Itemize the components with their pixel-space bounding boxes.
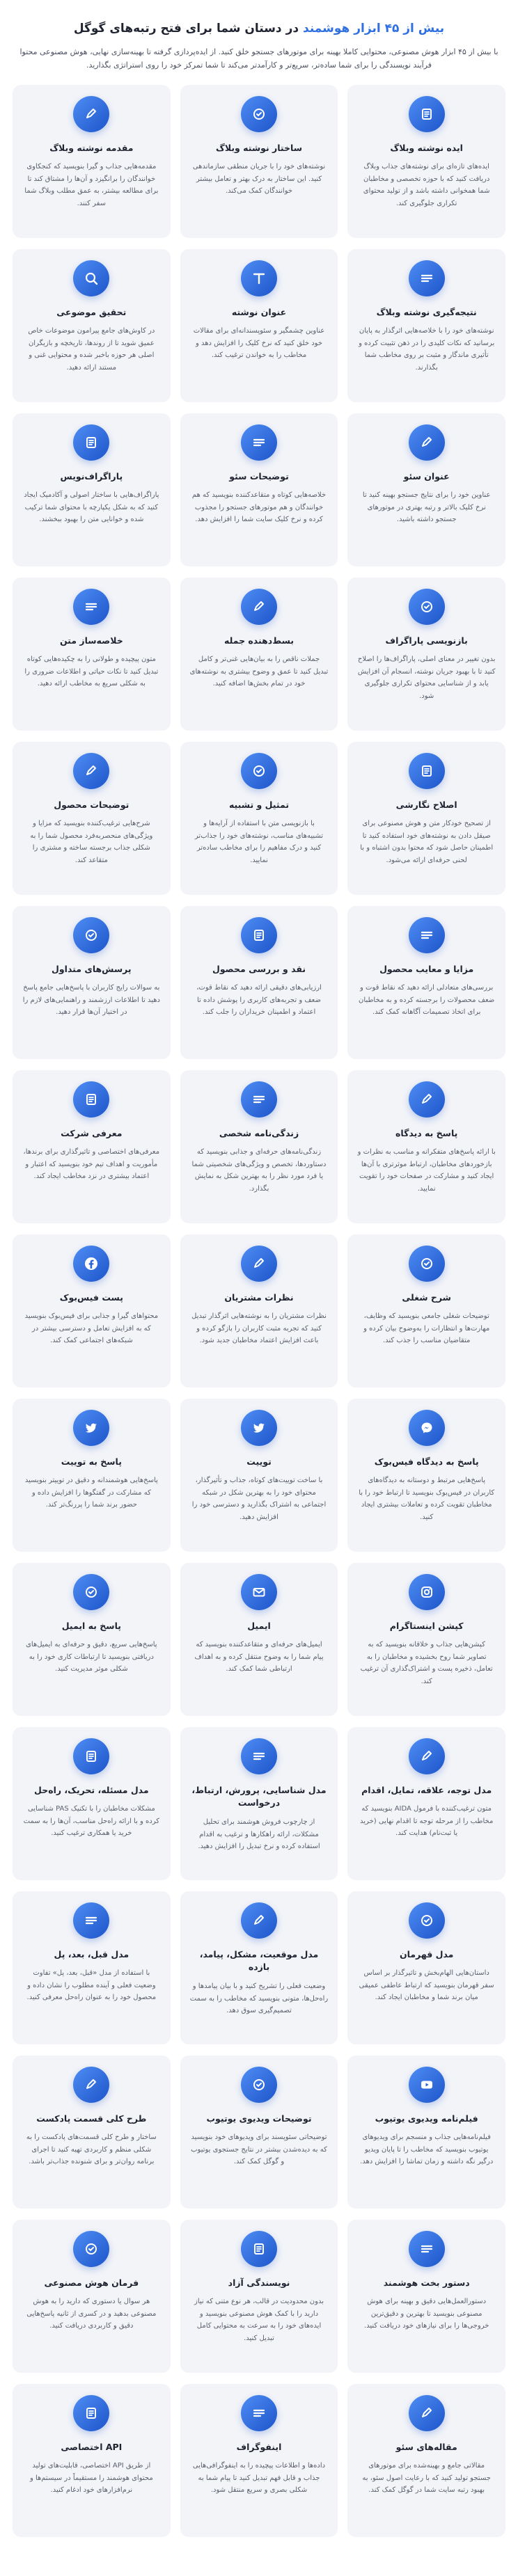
tool-card-title: کپشن اینستاگرام: [389, 1620, 464, 1631]
tool-card-title: ایده نوشته وبلاگ: [390, 142, 463, 153]
tool-card-description: ارزیابی‌های دقیقی ارائه دهید که نقاط قوت، ضعف و تجربه‌های کاربری را پوشش داده تا اعتماد و اطمینان خریداران را جلب کند.: [196, 984, 322, 1017]
search-icon: [73, 260, 109, 296]
tool-card-title: پاسخ به توییت: [61, 1456, 122, 1467]
tool-card-description: عناوین چشمگیر و سئوپسندانه‌ای برای مقالات خود خلق کنید که نرخ کلیک را افزایش دهد و مخاطب را به خواندن ترغیب کند.: [193, 327, 325, 360]
mail-envelope-icon: [241, 1574, 277, 1610]
summary-list-icon: [73, 589, 109, 625]
review-chart-icon: [241, 917, 277, 953]
header: [13, 19, 505, 72]
tool-card[interactable]: [180, 1399, 338, 1552]
before-after-icon: [73, 1902, 109, 1939]
tool-card-description: داده‌ها و اطلاعات پیچیده را به اینفوگرافی‌هایی جذاب و قابل فهم تبدیل کنید تا پیام شما به شکلی بصری و سریع منتقل شود.: [192, 2462, 326, 2495]
tool-card-description: با ساخت توییت‌های کوتاه، جذاب و تأثیرگذار، محتوای خود را به بهترین شکل در شبکه اجتماعی به اشتراک بگذارید و دسترسی خود را افزایش دهید.: [191, 1477, 327, 1521]
document-edit-icon: [241, 96, 277, 132]
tool-card[interactable]: [13, 742, 171, 895]
tool-card-description: پاراگراف‌هایی با ساختار اصولی و آکادمیک ایجاد کنید که به شکل یکپارچه با محتوای شما ترکیب شده و خوانایی متن را بهبود ببخشند.: [24, 491, 159, 524]
tool-card-title: نقد و بررسی محصول: [212, 963, 306, 974]
twitter-bird-icon: [73, 1410, 109, 1446]
tool-card-description: کپشن‌هایی جذاب و خلاقانه بنویسید که به تصاویر شما روح بخشیده و مخاطبان را به تعامل، ذخیره پست و اشتراک‌گذاری آن ترغیب کند.: [360, 1641, 493, 1685]
box-product-icon: [73, 753, 109, 789]
tool-card-title: تحقیق موضوعی: [56, 306, 127, 317]
fab-model-icon: [241, 1902, 277, 1939]
tool-card[interactable]: [347, 2384, 505, 2537]
tool-card[interactable]: [347, 1399, 505, 1552]
tool-card-title: نظرات مشتریان: [224, 1291, 294, 1303]
tools-grid: [13, 85, 505, 2537]
tool-card-description: متون ترغیب‌کننده با فرمول AIDA بنویسید که مخاطب را از مرحله توجه تا اقدام نهایی (خرید یا ثبت‌نام) هدایت کند.: [360, 1805, 494, 1838]
tool-card-description: جملات ناقص را به بیان‌هایی غنی‌تر و کامل تبدیل کنید تا عمق و وضوح بیشتری به نوشته‌های خود در تمام بخش‌ها اضافه کنید.: [189, 655, 329, 688]
target-dart-icon: [409, 1738, 445, 1774]
pas-model-icon: [241, 1738, 277, 1774]
tool-card[interactable]: [13, 1891, 171, 2044]
tool-card-description: ایده‌های تازه‌ای برای نوشته‌های جذاب وبلاگ دریافت کنید که با حوزه تخصصی و مخاطبان شما همخوانی داشته باشد و از تولید محتوای تکراری جلوگیری کند.: [363, 163, 490, 207]
tool-card-description: مقالاتی جامع و بهینه‌شده برای موتورهای جستجو تولید کنید که با رعایت اصول سئو، به بهبود رتبه سایت شما در گوگل کمک کند.: [362, 2462, 491, 2495]
sentence-expand-icon: [241, 589, 277, 625]
tool-card-title: نتیجه‌گیری نوشته وبلاگ: [376, 306, 477, 317]
tool-card-title: مدل مسئله، تحریک، راه‌حل: [34, 1784, 149, 1795]
tool-card-title: پاسخ به ایمیل: [61, 1620, 121, 1631]
tool-card-description: پاسخ‌هایی مرتبط و دوستانه به دیدگاه‌های کاربران در فیس‌بوک بنویسید تا ارتباط خود را با مخاطبان تقویت کرده و تعاملات بیشتری ایجاد کنید.: [359, 1477, 495, 1521]
tool-card-description: خلاصه‌هایی کوتاه و متقاعدکننده بنویسید که هم خوانندگان و هم موتورهای جستجو را مجذوب کرده و نرخ کلیک سایت شما را افزایش دهد.: [191, 491, 327, 524]
tool-card-title: مدل قهرمان: [399, 1948, 454, 1959]
tool-card-title: اینفوگراف: [236, 2441, 282, 2452]
tool-card-title: توییت: [246, 1456, 272, 1467]
tool-card-title: طرح کلی قسمت پادکست: [36, 2113, 147, 2124]
tool-card-title: توضیحات سئو: [229, 470, 289, 482]
tool-card-title: مدل موقعیت، مشکل، پیامد، بازده: [199, 1948, 319, 1973]
tool-card[interactable]: [347, 249, 505, 402]
tool-card[interactable]: [180, 249, 338, 402]
tool-card-title: پاراگراف‌نویس: [60, 470, 123, 482]
video-camera-icon: [241, 2067, 277, 2103]
title-accent: بیش از ۴۵ ابزار هوشمند: [303, 22, 445, 35]
tool-card-description: به سوالات رایج کاربران با پاسخ‌هایی جامع پاسخ دهید تا اطلاعات ارزشمند و راهنمایی‌های لازم را در اختیار آن‌ها قرار دهید.: [22, 984, 160, 1017]
tool-card-description: داستان‌هایی الهام‌بخش و تاثیرگذار بر اساس سفر قهرمان بنویسید که ارتباط عاطفی عمیقی میان برند شما و مخاطبان ایجاد کند.: [359, 1969, 494, 2002]
tool-card-title: فیلم‌نامه ویدیوی یوتیوب: [375, 2113, 478, 2124]
tool-card[interactable]: [13, 906, 171, 1059]
facebook-icon: [73, 1246, 109, 1282]
tool-card[interactable]: [180, 2384, 338, 2537]
tool-card-title: دستور بخت هوشمند: [383, 2277, 470, 2288]
tool-card-description: محتواهای گیرا و جذابی برای فیس‌بوک بنویسید که به افزایش تعامل و دسترسی بیشتر در شبکه‌های اجتماعی کمک کند.: [24, 1312, 159, 1345]
tool-card-title: مقدمه نوشته وبلاگ: [49, 142, 134, 153]
tool-card-description: با بازنویسی متن با استفاده از آرایه‌ها و تشبیه‌های مناسب، نوشته‌های خود را جذاب‌تر کنید و درک مفاهیم را برای مخاطب ساده‌تر نمایید.: [194, 820, 324, 864]
tool-card-title: مقاله‌های سئو: [395, 2441, 457, 2452]
seo-article-icon: [409, 2395, 445, 2431]
mail-reply-icon: [73, 1574, 109, 1610]
tool-card-title: مدل قبل، بعد، پل: [54, 1948, 130, 1959]
tool-card[interactable]: [347, 1891, 505, 2044]
tool-card-title: مزایا و معایب محصول: [379, 963, 474, 974]
tool-card[interactable]: [180, 1070, 338, 1223]
tool-card[interactable]: [180, 413, 338, 566]
tool-card-title: نویسندگی آزاد: [228, 2277, 290, 2288]
tool-card-description: پاسخ‌هایی سریع، دقیق و حرفه‌ای به ایمیل‌های دریافتی بنویسید تا ارتباطات کاری خود را به شکلی موثر مدیریت کنید.: [26, 1641, 157, 1673]
tool-card-description: بدون تغییر در معنای اصلی، پاراگراف‌ها را اصلاح کنید تا با بهبود جریان نوشته، انسجام آن افزایش یابد و از شناسایی محتوای تکراری جلوگیری شود.: [357, 655, 496, 700]
messenger-icon: [409, 1410, 445, 1446]
tool-card-description: وضعیت فعلی را تشریح کنید و با بیان پیامدها و راه‌حل‌ها، متونی بنویسید که مخاطب را به سمت تصمیم‌گیری سوق دهد.: [189, 1982, 329, 2015]
person-id-icon: [241, 1081, 277, 1118]
tool-card-title: تمثیل و تشبیه: [228, 799, 290, 810]
chat-bubbles-icon: [241, 753, 277, 789]
pencil-square-icon: [409, 753, 445, 789]
tool-card[interactable]: [13, 1234, 171, 1388]
faq-question-icon: [73, 917, 109, 953]
tool-card[interactable]: [180, 1234, 338, 1388]
tool-card[interactable]: [347, 1234, 505, 1388]
tool-card[interactable]: [180, 85, 338, 238]
paragraph-mark-icon: [73, 424, 109, 461]
tool-card-title: زندگی‌نامه شخصی: [219, 1127, 299, 1138]
tool-card-title: معرفی شرکت: [61, 1127, 123, 1138]
tool-card-title: شرح شغلی: [402, 1291, 451, 1303]
tool-card[interactable]: [347, 2056, 505, 2209]
youtube-play-icon: [409, 2067, 445, 2103]
tool-card-title: پاسخ به دیدگاه: [395, 1127, 458, 1138]
free-write-icon: [241, 2231, 277, 2267]
tool-card[interactable]: [13, 1727, 171, 1880]
tool-card-title: عنوان نوشته: [231, 306, 287, 317]
tool-card[interactable]: [180, 1727, 338, 1880]
tool-card-description: توضیحاتی سئوپسند برای ویدیوهای خود بنویسید که به دیده‌شدن بیشتر در نتایج جستجوی یوتیوب و گوگل کمک کند.: [191, 2133, 327, 2166]
tool-card-description: با ارائه پاسخ‌های متفکرانه و مناسب به نظرات و بازخوردهای مخاطبان، ارتباط موثرتری با آن‌ها ایجاد کنید و مشارکت در صفحات خود را تقویت نمایید.: [357, 1148, 496, 1193]
tool-card[interactable]: [180, 1891, 338, 2044]
tool-card[interactable]: [13, 413, 171, 566]
tool-card[interactable]: [347, 413, 505, 566]
tool-card[interactable]: [180, 1563, 338, 1716]
smile-face-icon: [409, 1246, 445, 1282]
tool-card[interactable]: [180, 2056, 338, 2209]
tool-card-description: ایمیل‌های حرفه‌ای و متقاعدکننده بنویسید که پیام شما را به وضوح منتقل کرده و به اهداف ارتباطی شما کمک کند.: [194, 1641, 324, 1673]
tool-card-title: مدل توجه، علاقه، تمایل، اقدام: [361, 1784, 492, 1795]
tool-card[interactable]: [13, 85, 171, 238]
tool-card-description: دستورالعمل‌هایی دقیق و بهینه برای هوش مصنوعی بنویسید تا بهترین و دقیق‌ترین خروجی‌ها را برای نیازهای خود دریافت کنید.: [363, 2298, 489, 2330]
tool-card-description: در کاوش‌های جامع پیرامون موضوعات خاص عمیق شوید تا از روندها، تاریخچه و بازیگران اصلی هر حوزه باخبر شده و محتوایی غنی و مستند ارائه دهید.: [28, 327, 155, 372]
tool-card[interactable]: [347, 85, 505, 238]
tool-card-description: مشکلات مخاطبان را با تکنیک PAS شناسایی کرده و با ارائه راه‌حل مناسب، آن‌ها را به سمت خرید یا همکاری ترغیب کنید.: [23, 1805, 160, 1838]
tool-card-description: توضیحات شغلی جامعی بنویسید که وظایف، مهارت‌ها و انتظارات را به‌وضوح بیان کرده و متقاضیان مناسب را جذب کند.: [363, 1312, 490, 1345]
tool-card-title: توضیحات محصول: [54, 799, 130, 810]
tool-card-description: از طریق API اختصاصی، قابلیت‌های تولید محتوای هوشمند را مستقیماً در سیستم‌ها و نرم‌افزارهای خود ادغام کنید.: [29, 2462, 153, 2495]
tool-card-description: عناوین خود را برای نتایج جستجو بهینه کنید تا نرخ کلیک بالاتر و رتبه بهتری در موتورهای جستجو داشته باشید.: [362, 491, 491, 524]
tool-card-title: اصلاح نگارشی: [395, 799, 457, 810]
tool-card[interactable]: [13, 2220, 171, 2373]
quill-badge-icon: [409, 96, 445, 132]
tool-card[interactable]: [13, 1563, 171, 1716]
tool-card[interactable]: [13, 2056, 171, 2209]
tool-card-description: هر سوال یا دستوری که دارید را به هوش مصنوعی بدهید و در کسری از ثانیه پاسخ‌هایی دقیق و کاربردی دریافت کنید.: [26, 2298, 157, 2330]
thumbs-balance-icon: [409, 917, 445, 953]
tool-card-description: بدون محدودیت در قالب، هر نوع متنی که نیاز دارید را با کمک هوش مصنوعی بنویسید و ایده‌های خود را به سرعت به محتوایی کامل تبدیل کنید.: [194, 2298, 324, 2342]
tool-card-description: از تصحیح خودکار متن و هوش مصنوعی برای صیقل دادن به نوشته‌های خود استفاده کنید تا اطمینان حاصل شود که محتوا بدون اشتباه و با لحنی حرفه‌ای ارائه می‌شود.: [360, 820, 494, 864]
tool-card[interactable]: [180, 906, 338, 1059]
tool-card-description: ساختار و طرح کلی قسمت‌های پادکست را به شکلی منظم و کاربردی تهیه کنید تا اجرای برنامه روان‌تر و برای شنونده جذاب‌تر باشد.: [26, 2133, 157, 2166]
tool-card-description: از چارچوب فروش هوشمند برای تحلیل مشکلات، ارائه راهکارها و ترغیب به اقدام استفاده کرده و نرخ تبدیل را افزایش دهید.: [198, 1818, 320, 1851]
tool-card[interactable]: [347, 906, 505, 1059]
paragraph-icon: [409, 424, 445, 461]
tool-card[interactable]: [13, 2384, 171, 2537]
tool-card-description: متون پیچیده و طولانی را به چکیده‌هایی کوتاه تبدیل کنید تا نکات حیاتی و اطلاعات ضروری را به شکلی سریع به مخاطب ارائه دهید.: [24, 655, 159, 688]
tool-card-description: بررسی‌های متعادلی ارائه دهید که نقاط قوت و ضعف محصولات را برجسته کرده و به مخاطبان برای اتخاذ تصمیمات آگاهانه کمک کند.: [359, 984, 495, 1017]
tool-card-title: بسط‌دهنده جمله: [224, 635, 295, 646]
tool-card[interactable]: [347, 742, 505, 895]
chat-ai-icon: [73, 2231, 109, 2267]
prompt-chat-icon: [409, 2231, 445, 2267]
api-code-icon: [73, 2395, 109, 2431]
tool-card-description: نوشته‌های خود را با جریان منطقی سازماندهی کنید. این ساختار به درک بهتر و تعامل بیشتر خوانندگان کمک می‌کند.: [192, 163, 326, 196]
user-review-icon: [241, 1246, 277, 1282]
twitter-bird-icon: [241, 1410, 277, 1446]
title-rest: در دستان شما برای فتح رتبه‌های گوگل: [73, 22, 299, 35]
tool-card-title: خلاصه‌ساز متن: [59, 635, 123, 646]
tool-card[interactable]: [180, 742, 338, 895]
text-t-icon: [241, 260, 277, 296]
tool-card[interactable]: [347, 1563, 505, 1716]
infographic-icon: [241, 2395, 277, 2431]
instagram-icon: [409, 1574, 445, 1610]
problem-solve-icon: [73, 1738, 109, 1774]
page-title: [13, 19, 505, 38]
download-circle-icon: [409, 260, 445, 296]
crown-hero-icon: [409, 1902, 445, 1939]
tool-card-title: توضیحات ویدیوی یوتیوب: [206, 2113, 312, 2124]
page-description: با بیش از ۴۵ ابزار هوش مصنوعی، محتوایی کاملا بهینه برای موتورهای جستجو خلق کنید. از ایده‌پردازی گرفته تا بهینه‌سازی نهایی، هوش مصنوعی محتوا فرآیند نویسندگی را برای شما ساده‌تر، سریع‌تر و کارآمدتر می‌کند تا شما تمرکز خود را روی استراتژی بگذارید.: [19, 47, 499, 70]
tool-card-title: پرسش‌های متداول: [52, 963, 132, 974]
print-layers-icon: [409, 589, 445, 625]
tool-card-description: زندگی‌نامه‌های حرفه‌ای و جذابی بنویسید که دستاوردها، تخصص و ویژگی‌های شخصیتی شما یا فرد مورد نظر را به بهترین شکل به نمایش بگذارد.: [191, 1148, 327, 1193]
tool-card[interactable]: [347, 1727, 505, 1880]
tool-card-description: با استفاده از مدل «قبل، بعد، پل» تفاوت وضعیت فعلی و آینده مطلوب را نشان داده و محصول خود را به عنوان راه‌حل معرفی کنید.: [26, 1969, 157, 2002]
tool-card[interactable]: [347, 2220, 505, 2373]
tool-card-description: مقدمه‌هایی جذاب و گیرا بنویسید که کنجکاوی خوانندگان را برانگیزد و آن‌ها را مشتاق کند تا برای مطالعه بیشتر، به عمق مطلب وبلاگ شما سفر کنند.: [24, 163, 159, 207]
tool-card[interactable]: [180, 2220, 338, 2373]
tool-card-description: فیلم‌نامه‌هایی جذاب و منسجم برای ویدیوهای یوتیوب بنویسید که مخاطب را تا پایان ویدیو درگیر نگه داشته و زمان تماشا را افزایش دهد.: [360, 2133, 494, 2166]
sort-arrows-icon: [73, 96, 109, 132]
tool-card-description: پاسخ‌هایی هوشمندانه و دقیق در توییتر بنویسید که مشارکت در گفتگوها را افزایش داده و حضور برند شما را پررنگ‌تر کند.: [24, 1477, 158, 1509]
tool-card[interactable]: [347, 578, 505, 731]
tool-card-title: فرمان هوش مصنوعی: [44, 2277, 139, 2288]
tool-card-title: ساختار نوشته وبلاگ: [216, 142, 302, 153]
tool-card[interactable]: [13, 249, 171, 402]
tool-card[interactable]: [13, 578, 171, 731]
company-building-icon: [73, 1081, 109, 1118]
tool-card[interactable]: [13, 1070, 171, 1223]
list-lines-icon: [241, 424, 277, 461]
tool-card-title: مدل شناسایی، پرورش، ارتباط، درخواست: [191, 1784, 327, 1808]
tool-card-title: پست فیس‌بوک: [59, 1291, 123, 1303]
tool-card[interactable]: [180, 578, 338, 731]
reply-arrow-icon: [409, 1081, 445, 1118]
tool-card-title: عنوان سئو: [403, 470, 450, 482]
tool-card[interactable]: [347, 1070, 505, 1223]
tool-card-title: بازنویسی پاراگراف: [385, 635, 468, 646]
tool-card-title: API اختصاصی: [61, 2441, 123, 2452]
tool-card-description: نوشته‌های خود را با خلاصه‌هایی اثرگذار به پایان برسانید که نکات کلیدی را در ذهن تثبیت کرده و تأثیری ماندگار و مثبت بر روی مخاطب شما بگذارند.: [359, 327, 495, 372]
tool-card-title: پاسخ به دیدگاه فیس‌بوک: [374, 1456, 479, 1467]
tool-card-description: معرفی‌های اختصاصی و تاثیرگذاری برای برندها، مأموریت و اهداف تیم خود بنویسید که اعتبار و اعتماد بیشتری در نزد مخاطب ایجاد کند.: [23, 1148, 160, 1181]
tool-card-description: شرح‌هایی ترغیب‌کننده بنویسید که مزایا و ویژگی‌های منحصربه‌فرد محصول شما را به شکلی جذاب برجسته ساخته و مشتری را متقاعد کند.: [30, 820, 153, 864]
tool-card-description: نظرات مشتریان را به نوشته‌هایی اثرگذار تبدیل کنید که تجربه مثبت کاربران را بازگو کرده و باعث افزایش اعتماد مخاطبان جدید شود.: [191, 1312, 327, 1345]
podcast-mic-icon: [73, 2067, 109, 2103]
tool-card[interactable]: [13, 1399, 171, 1552]
tool-card-title: ایمیل: [247, 1620, 271, 1631]
